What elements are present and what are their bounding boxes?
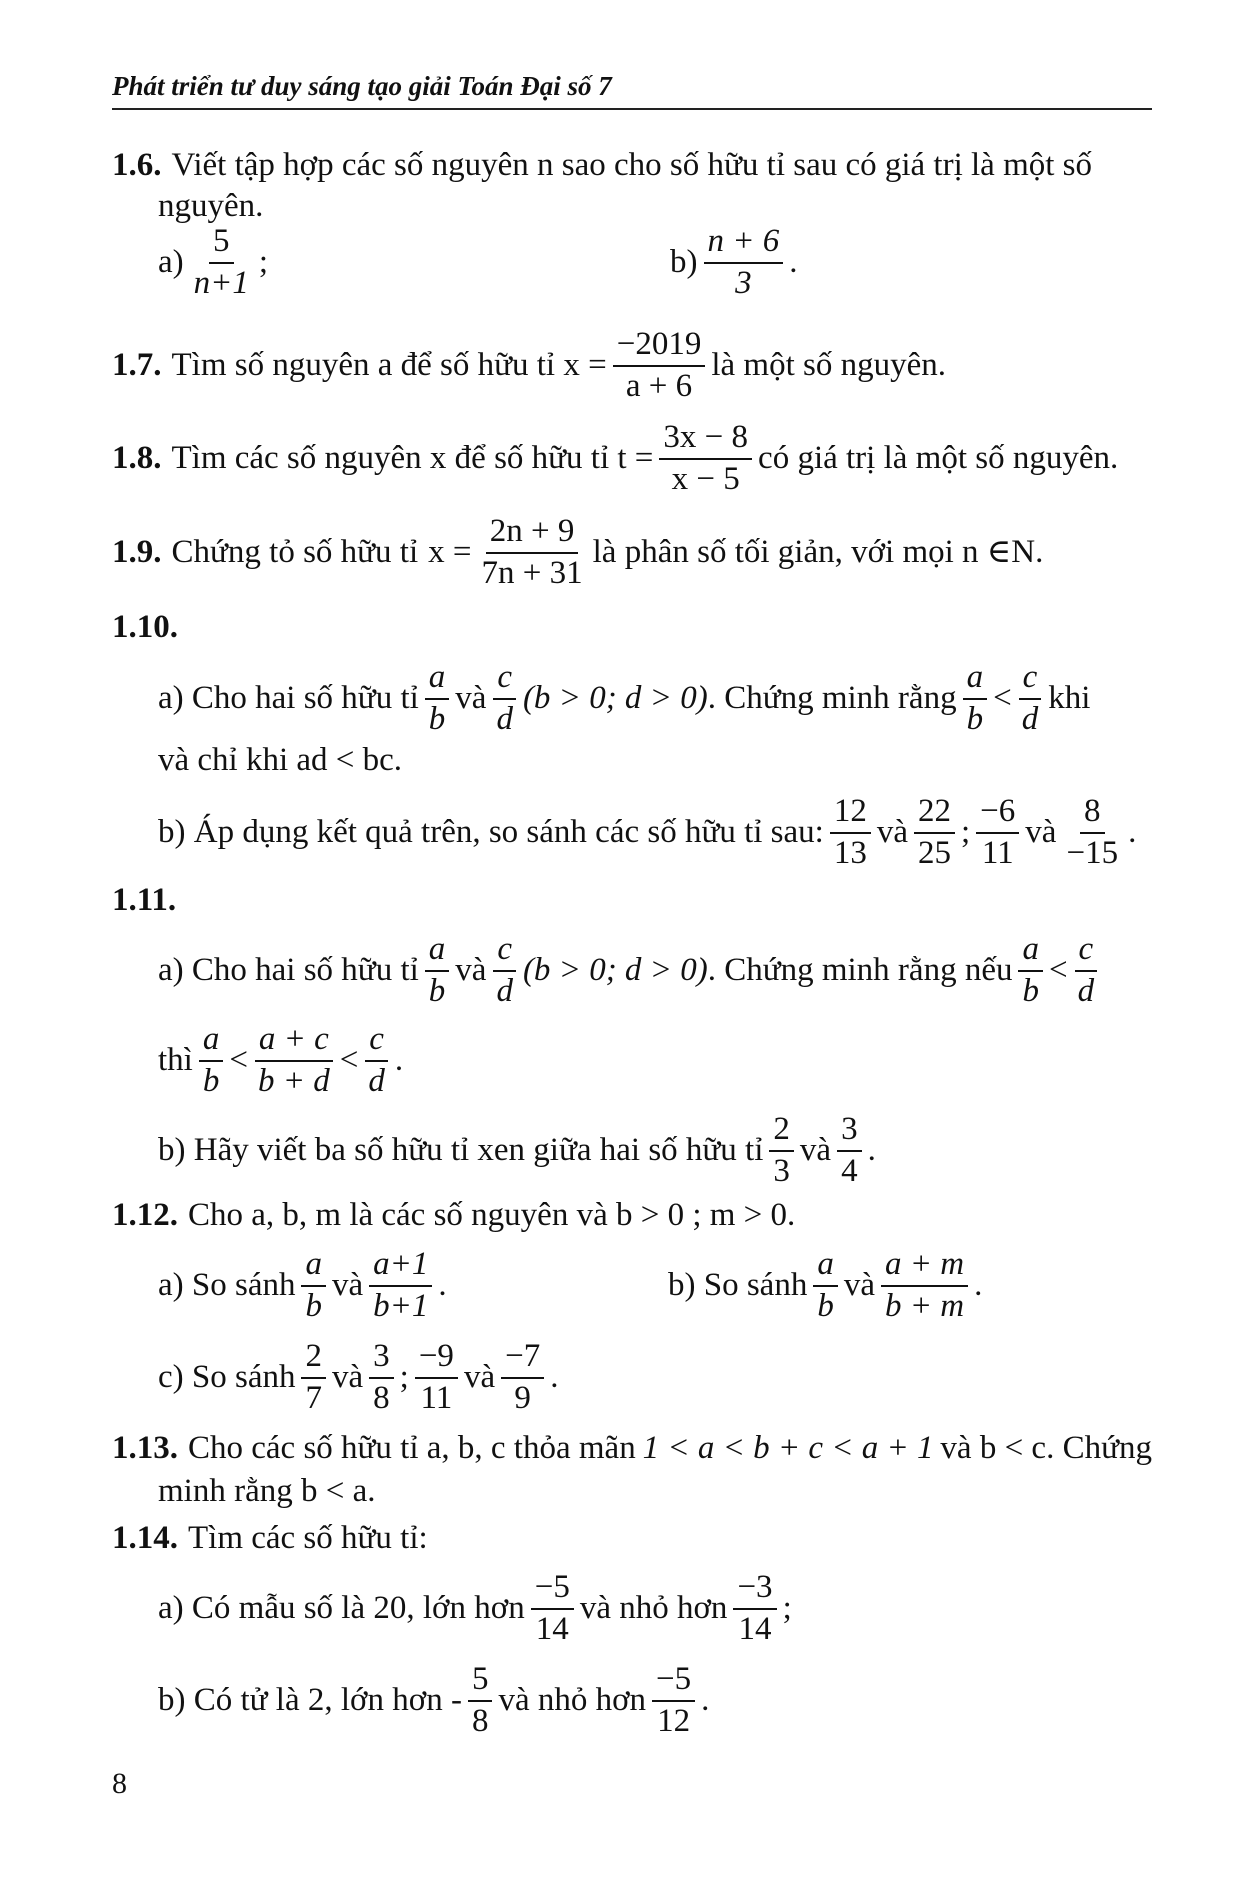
less-than: < [339, 1041, 359, 1078]
numerator: −7 [501, 1337, 544, 1379]
problem-1-14-b [158, 1660, 1152, 1741]
denominator: 13 [833, 834, 867, 871]
problem-text: . Chứng minh rằng nếu [707, 951, 1013, 988]
problem-text: và b < c. Chứng [940, 1430, 1152, 1466]
inequality: 1 < a < b + c < a + 1 [642, 1430, 934, 1466]
numerator: 5 [468, 1660, 493, 1702]
problem-text: b) So sánh [668, 1266, 808, 1303]
numerator: 2 [769, 1110, 794, 1152]
denominator: 11 [420, 1379, 453, 1416]
problem-text: Tìm các số hữu tỉ: [188, 1520, 428, 1556]
denominator: x − 5 [671, 460, 740, 497]
connector: và [799, 1131, 832, 1168]
punct: ; [258, 243, 269, 280]
fraction [468, 1660, 493, 1741]
problem-1-10-a-line2: và chỉ khi ad < bc. [158, 742, 403, 778]
numerator: −3 [733, 1568, 776, 1610]
problem-1-11-a-line2 [158, 1020, 1152, 1101]
problem-1-14-a [158, 1568, 1152, 1649]
numerator: 8 [1080, 792, 1105, 834]
fraction [652, 1660, 695, 1741]
denominator: −15 [1066, 834, 1119, 871]
denominator: b + m [885, 1287, 965, 1324]
numerator: 3x − 8 [659, 418, 752, 460]
running-header: Phát triển tư duy sáng tạo giải Toán Đại số 7 [112, 70, 1152, 110]
fraction-a-b: $\frac{a}{b}$ [301, 1245, 326, 1326]
less-than: < [993, 679, 1012, 716]
fraction-c-d: $\frac{c}{d}$ [364, 1020, 389, 1101]
problem-text: . Chứng minh rằng [707, 679, 957, 716]
fraction [881, 1245, 968, 1326]
numerator: 3 [837, 1110, 862, 1152]
problem-text: a) Cho hai số hữu tỉ [158, 679, 419, 716]
problem-text: có giá trị là một số nguyên. [758, 439, 1119, 476]
problem-number: 1.14. [112, 1520, 178, 1556]
numerator: −6 [976, 792, 1019, 834]
connector: và [331, 1358, 364, 1395]
problem-1-10-b [158, 792, 1152, 873]
fraction-mediant [254, 1020, 334, 1101]
fraction-c-d: $\frac{c}{d}$ [1018, 658, 1043, 739]
numerator: −5 [531, 1568, 574, 1610]
numerator: −5 [652, 1660, 695, 1702]
numerator: n + 6 [704, 222, 784, 264]
fraction-c-d: $\frac{c}{d}$ [492, 930, 517, 1011]
connector: và [455, 951, 487, 988]
problem-text: là phân số tối giản, với mọi n ∈N. [592, 533, 1044, 570]
fraction-a-b: $\frac{a}{b}$ [813, 1245, 838, 1326]
problem-text: Chứng tỏ số hữu tỉ [171, 533, 419, 570]
fraction [830, 792, 871, 873]
problem-1-7 [112, 325, 1152, 406]
problem-text: b) Áp dụng kết quả trên, so sánh các số hữu tỉ sau: [158, 813, 824, 850]
problem-text: a) Có mẫu số là 20, lớn hơn [158, 1589, 525, 1626]
problem-1-6 [112, 145, 1152, 228]
problem-text: a) Cho hai số hữu tỉ [158, 951, 419, 988]
numerator: a + c [255, 1020, 333, 1062]
problem-1-11 [112, 880, 1152, 921]
problem-text: là một số nguyên. [711, 346, 946, 383]
fraction [837, 1110, 862, 1191]
problem-1-10-a [158, 658, 1152, 739]
connector: và [1025, 813, 1057, 850]
less-than: < [1048, 951, 1068, 988]
punct: ; [961, 813, 971, 850]
problem-text: thì [158, 1041, 193, 1078]
less-than: < [229, 1041, 248, 1078]
punct: . [550, 1358, 559, 1395]
numerator: 2n + 9 [486, 512, 579, 554]
problem-text: Cho các số hữu tỉ a, b, c thỏa mãn [188, 1430, 636, 1466]
fraction [301, 1337, 326, 1418]
part-label: a) [158, 243, 184, 280]
numerator: 12 [830, 792, 871, 834]
problem-number: 1.7. [112, 346, 162, 383]
connector: và [843, 1266, 875, 1303]
problem-text: Tìm các số nguyên x để số hữu tỉ t = [171, 439, 654, 476]
numerator: 2 [301, 1337, 326, 1379]
problem-text: c) So sánh [158, 1358, 296, 1395]
problem-1-13-line2: minh rằng b < a. [158, 1473, 376, 1509]
problem-text: và nhỏ hơn [498, 1681, 647, 1718]
problem-text: và nhỏ hơn [579, 1589, 728, 1626]
fraction [914, 792, 955, 873]
problem-number: 1.11. [112, 882, 177, 918]
problem-1-12-c [158, 1337, 1152, 1418]
denominator: b+1 [373, 1287, 429, 1324]
punct: . [438, 1266, 447, 1303]
denominator: b + d [257, 1062, 330, 1099]
punct: . [789, 243, 798, 280]
fraction [478, 512, 587, 593]
fraction [1062, 792, 1122, 873]
numerator: 3 [369, 1337, 394, 1379]
denominator: 4 [841, 1152, 858, 1189]
denominator: 3 [735, 264, 752, 301]
denominator: 7 [305, 1379, 322, 1416]
problem-text: khi [1048, 679, 1091, 716]
problem-text: a) So sánh [158, 1266, 296, 1303]
fraction-c-d: $\frac{c}{d}$ [492, 658, 517, 739]
connector: và [331, 1266, 364, 1303]
fraction-c-d: $\frac{c}{d}$ [1074, 930, 1099, 1011]
fraction [369, 1245, 432, 1326]
page-number: 8 [112, 1767, 127, 1800]
numerator: 22 [914, 792, 955, 834]
punct: ; [782, 1589, 792, 1626]
part-label: b) [670, 243, 698, 280]
fraction [733, 1568, 776, 1649]
numerator: a + m [881, 1245, 968, 1287]
fraction [976, 792, 1019, 873]
denominator: n+1 [193, 264, 249, 301]
punct: . [974, 1266, 983, 1303]
problem-1-12-ab [158, 1245, 1152, 1335]
punct: . [701, 1681, 710, 1718]
numerator: 5 [209, 222, 234, 264]
variable: x = [428, 533, 472, 570]
fraction [769, 1110, 794, 1191]
problem-text: b) Hãy viết ba số hữu tỉ xen giữa hai số hữu tỉ [158, 1131, 764, 1168]
problem-text: Tìm số nguyên a để số hữu tỉ x = [171, 346, 607, 383]
connector: và [455, 679, 487, 716]
numerator: −2019 [613, 325, 706, 367]
problem-1-13 [112, 1428, 1152, 1469]
denominator: a + 6 [625, 367, 693, 404]
condition: (b > 0; d > 0) [522, 951, 708, 988]
problem-number: 1.6. [112, 147, 162, 183]
problem-text: Viết tập hợp các số nguyên n sao cho số hữu tỉ sau có giá trị là một số nguyên. [158, 147, 1093, 225]
fraction-a-b: $\frac{a}{b}$ [425, 658, 450, 739]
denominator: 7n + 31 [481, 554, 583, 591]
problem-1-10 [112, 607, 1152, 648]
fraction-a-b: $\frac{a}{b}$ [425, 930, 450, 1011]
problem-number: 1.10. [112, 609, 178, 645]
fraction [659, 418, 752, 499]
fraction [704, 222, 784, 303]
fraction [531, 1568, 574, 1649]
problem-1-11-b [158, 1110, 1152, 1191]
fraction [190, 222, 253, 303]
numerator: a+1 [369, 1245, 432, 1287]
fraction [415, 1337, 458, 1418]
fraction-a-b: $\frac{a}{b}$ [963, 658, 988, 739]
problem-number: 1.9. [112, 533, 162, 570]
problem-number: 1.12. [112, 1197, 178, 1233]
connector: và [463, 1358, 496, 1395]
problem-1-9 [112, 512, 1152, 593]
denominator: 8 [373, 1379, 390, 1416]
problem-1-12 [112, 1195, 1152, 1236]
problem-text: b) Có tử là 2, lớn hơn - [158, 1681, 462, 1718]
problem-1-6-parts [158, 222, 1152, 312]
connector: và [876, 813, 908, 850]
problem-1-14 [112, 1518, 1152, 1559]
punct: . [867, 1131, 876, 1168]
denominator: 14 [535, 1610, 569, 1647]
denominator: 11 [981, 834, 1014, 871]
problem-1-11-a [158, 930, 1152, 1011]
denominator: 25 [918, 834, 951, 871]
problem-text: Cho a, b, m là các số nguyên và b > 0 ; m > 0. [188, 1197, 796, 1233]
fraction-a-b: $\frac{a}{b}$ [1018, 930, 1043, 1011]
fraction [501, 1337, 544, 1418]
problem-number: 1.8. [112, 439, 162, 476]
denominator: 8 [471, 1702, 489, 1739]
denominator: 14 [738, 1610, 772, 1647]
fraction [369, 1337, 394, 1418]
problem-number: 1.13. [112, 1430, 178, 1466]
fraction-a-b: $\frac{a}{b}$ [199, 1020, 224, 1101]
denominator: 3 [773, 1152, 790, 1189]
fraction [613, 325, 706, 406]
denominator: 12 [657, 1702, 691, 1739]
punct: . [394, 1041, 404, 1078]
numerator: −9 [415, 1337, 458, 1379]
punct: . [1128, 813, 1137, 850]
condition: (b > 0; d > 0) [522, 679, 708, 716]
denominator: 9 [514, 1379, 531, 1416]
punct: ; [399, 1358, 409, 1395]
problem-1-8 [112, 418, 1152, 499]
